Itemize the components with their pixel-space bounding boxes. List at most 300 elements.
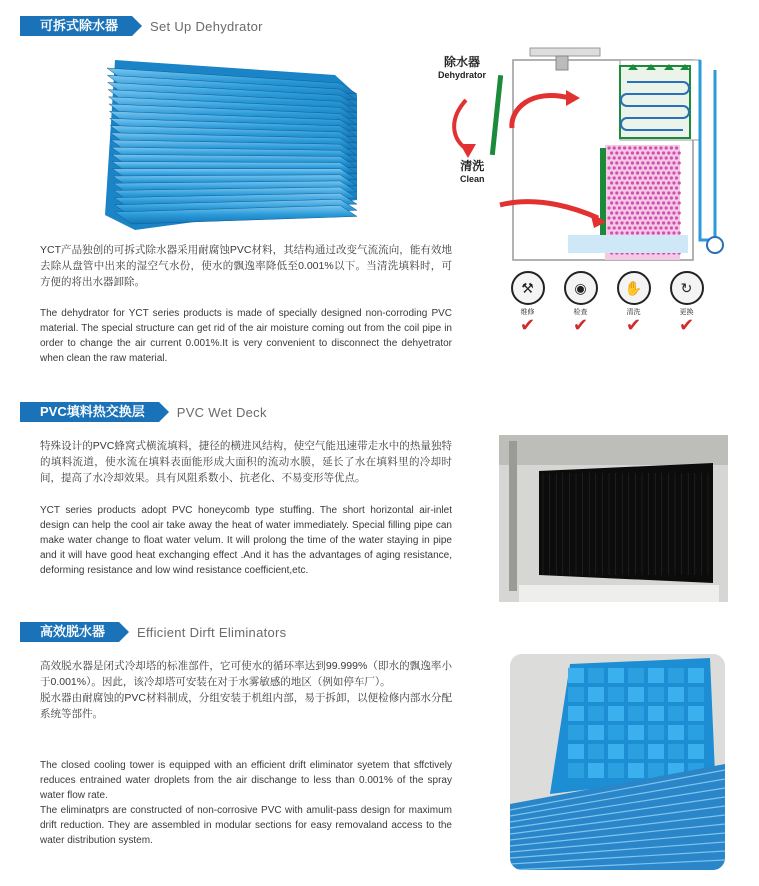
fill-dot	[631, 171, 634, 174]
fill-dot	[657, 221, 660, 224]
fill-dot	[610, 181, 613, 184]
fill-dot	[631, 161, 634, 164]
icon-label: 检查	[573, 309, 588, 316]
fill-dot	[615, 181, 618, 184]
fill-dot	[662, 221, 665, 224]
drift-block	[568, 744, 584, 759]
fill-dot	[613, 206, 616, 209]
fill-dot	[654, 146, 657, 149]
fill-dot	[672, 211, 675, 214]
section-header-drift	[20, 622, 286, 642]
drift-eliminator-photo	[510, 654, 725, 870]
drift-block	[608, 725, 624, 740]
fill-dot	[613, 156, 616, 159]
fill-dot	[662, 231, 665, 234]
fill-dot	[652, 191, 655, 194]
inspect-icon: ◉	[564, 271, 598, 305]
hand-clean-icon: ✋	[617, 271, 651, 305]
fill-dot	[615, 211, 618, 214]
drift-block	[668, 725, 684, 740]
fill-dot	[672, 181, 675, 184]
fill-dot	[620, 161, 623, 164]
fill-dot	[633, 166, 636, 169]
fill-dot	[618, 186, 621, 189]
fill-dot	[644, 146, 647, 149]
fill-dot	[672, 161, 675, 164]
fill-dot	[670, 196, 673, 199]
fill-dot	[620, 211, 623, 214]
drift-block	[648, 687, 664, 702]
fill-dot	[618, 156, 621, 159]
fill-dot	[659, 166, 662, 169]
fill-dot	[672, 231, 675, 234]
fill-dot	[654, 206, 657, 209]
fill-dot	[672, 201, 675, 204]
fill-dot	[662, 171, 665, 174]
check-icon: ✔	[519, 315, 536, 335]
fill-dot	[644, 176, 647, 179]
fill-dot	[636, 201, 639, 204]
fill-dot	[607, 206, 610, 209]
fill-dot	[639, 176, 642, 179]
fill-dot	[626, 211, 629, 214]
fill-dot	[620, 171, 623, 174]
fill-dot	[633, 156, 636, 159]
fill-dot	[610, 211, 613, 214]
fill-dot	[678, 211, 681, 214]
fill-dot	[678, 221, 681, 224]
fill-dot	[615, 221, 618, 224]
fill-dot	[613, 196, 616, 199]
fill-dot	[678, 191, 681, 194]
fill-dot	[675, 216, 678, 219]
fill-dot	[659, 206, 662, 209]
section-header-dehydrator	[20, 16, 263, 36]
fill-dot	[659, 146, 662, 149]
fill-dot	[652, 231, 655, 234]
fill-dot	[675, 196, 678, 199]
section-title-en: Set Up Dehydrator	[150, 18, 263, 34]
fill-dot	[678, 161, 681, 164]
fill-dot	[613, 186, 616, 189]
fill-dot	[615, 151, 618, 154]
fill-dot	[607, 156, 610, 159]
fill-dot	[657, 201, 660, 204]
fill-dot	[654, 176, 657, 179]
fill-dot	[665, 186, 668, 189]
drift-block	[668, 744, 684, 759]
fill-dot	[667, 181, 670, 184]
fill-dot	[641, 221, 644, 224]
drift-block	[628, 744, 644, 759]
fill-dot	[678, 151, 681, 154]
drift-desc-cn: 高效脱水器是闭式冷却塔的标准部件，它可使水的循环率达到99.999%（即水的飘逸率小于0.001%）。因此，该冷却塔可安装在对于水雾敏感的地区（例如停车厂）。 脱水器由耐腐蚀的PVC材料制成，分组安装于机组内部，易于拆卸，以便检修内部水分配系统等部件。	[40, 660, 452, 720]
fill-dot	[657, 171, 660, 174]
dehydrator-desc-en: The dehydrator for YCT series products is made of specially designed non-corroding PVC material. The special structure can get rid of the air moisture coming out from the coil pipe in order to change the air current 0.001%.It is very convenient to disconnect the dehyetrator when clean the raw material.	[40, 308, 452, 364]
fill-dot	[644, 156, 647, 159]
drift-block	[588, 668, 604, 683]
drift-desc-en: The closed cooling tower is equipped with an efficient drift eliminator syetem that sffctively reduces entrained water droplets from the air dischange to less than 0.001% of the spray water flow rate. The eliminatprs are constructed of non-corrosive PVC with amulit-pass design for maximum drift reduction. They are assembled in modular sections for easy removaland access to the water distribution system.	[40, 760, 452, 846]
fill-dot	[657, 231, 660, 234]
fill-dot	[631, 211, 634, 214]
clean-label-en: Clean	[460, 174, 485, 184]
fill-dot	[662, 191, 665, 194]
fill-dot	[610, 231, 613, 234]
fill-dot	[607, 176, 610, 179]
fill-dot	[639, 216, 642, 219]
fill-dot	[626, 201, 629, 204]
fill-dot	[672, 191, 675, 194]
fill-dot	[662, 211, 665, 214]
fill-dot	[649, 176, 652, 179]
fill-dot	[636, 181, 639, 184]
icon-label: 清洗	[626, 309, 641, 316]
fill-dot	[636, 231, 639, 234]
fill-dot	[631, 151, 634, 154]
fill-dot	[628, 226, 631, 229]
fill-dot	[639, 206, 642, 209]
fill-dot	[646, 231, 649, 234]
replace-icon: ↻	[670, 271, 704, 305]
fill-dot	[672, 171, 675, 174]
icon-cell-clean	[616, 271, 651, 333]
fill-dot	[649, 156, 652, 159]
fill-dot	[652, 221, 655, 224]
fill-dot	[665, 146, 668, 149]
fill-dot	[662, 151, 665, 154]
fill-dot	[670, 216, 673, 219]
fill-dot	[607, 166, 610, 169]
drift-block	[608, 687, 624, 702]
dehydrator-label-cn: 除水器	[444, 55, 481, 69]
drift-block	[648, 668, 664, 683]
fill-dot	[626, 181, 629, 184]
fill-dot	[628, 186, 631, 189]
fill-dot	[657, 211, 660, 214]
fill-dot	[636, 191, 639, 194]
fill-dot	[607, 146, 610, 149]
drift-block	[588, 706, 604, 721]
fill-dot	[646, 151, 649, 154]
clean-label	[460, 157, 485, 184]
fill-dot	[618, 176, 621, 179]
drift-block	[648, 744, 664, 759]
fill-dot	[665, 206, 668, 209]
fill-dot	[626, 161, 629, 164]
fill-dot	[667, 191, 670, 194]
fill-dot	[644, 186, 647, 189]
fill-dot	[641, 191, 644, 194]
fill-dot	[659, 156, 662, 159]
fill-dot	[641, 181, 644, 184]
fill-dot	[670, 156, 673, 159]
fill-dot	[633, 146, 636, 149]
fill-dot	[654, 226, 657, 229]
check-icon: ✔	[625, 315, 642, 335]
fill-dot	[636, 151, 639, 154]
drift-block	[668, 668, 684, 683]
drift-block	[608, 668, 624, 683]
fill-dot	[633, 206, 636, 209]
fill-dot	[659, 226, 662, 229]
fill-dot	[662, 161, 665, 164]
fill-dot	[620, 221, 623, 224]
fill-dot	[641, 171, 644, 174]
fill-dot	[665, 156, 668, 159]
fill-dot	[626, 171, 629, 174]
fill-dot	[675, 206, 678, 209]
fill-dot	[620, 191, 623, 194]
fill-dot	[610, 221, 613, 224]
fill-dot	[646, 171, 649, 174]
fill-dot	[659, 196, 662, 199]
fill-dot	[633, 186, 636, 189]
fill-dot	[672, 151, 675, 154]
fill-dot	[659, 216, 662, 219]
drift-block	[648, 706, 664, 721]
fill-dot	[646, 221, 649, 224]
fill-dot	[633, 226, 636, 229]
dehydrator-label	[438, 53, 486, 80]
fill-dot	[641, 231, 644, 234]
drift-block	[688, 725, 704, 740]
fill-dot	[639, 226, 642, 229]
fill-dot	[670, 226, 673, 229]
fill-dot	[646, 191, 649, 194]
fill-dot	[652, 161, 655, 164]
fill-dot	[649, 206, 652, 209]
drift-block	[628, 763, 644, 778]
drift-block	[568, 706, 584, 721]
fill-dot	[607, 186, 610, 189]
fill-dot	[610, 161, 613, 164]
fill-dot	[644, 226, 647, 229]
fill-dot	[652, 181, 655, 184]
fill-dot	[646, 161, 649, 164]
fill-dot	[626, 231, 629, 234]
fill-dot	[610, 151, 613, 154]
fill-dot	[652, 211, 655, 214]
fill-dot	[675, 186, 678, 189]
fill-dot	[631, 191, 634, 194]
fill-dot	[631, 201, 634, 204]
wet-deck-desc-cn: 特殊设计的PVC蜂窝式横流填料，捷径的横进风结构，使空气能迅速带走水中的热量独特的填料流道，使水流在填料表面能形成大面积的流动水膜，延长了水在填料里的冷却时间，提高了水冷却效果。具有风阻系数小、抗老化、不易变形等优点。	[40, 440, 452, 484]
fill-dot	[675, 226, 678, 229]
fill-dot	[654, 166, 657, 169]
fill-dot	[665, 166, 668, 169]
fill-dot	[613, 216, 616, 219]
fill-dot	[613, 146, 616, 149]
fill-dot	[641, 161, 644, 164]
fill-dot	[633, 176, 636, 179]
fill-dot	[623, 196, 626, 199]
fill-dot	[615, 201, 618, 204]
fill-dot	[618, 206, 621, 209]
fill-dot	[623, 166, 626, 169]
fill-dot	[636, 221, 639, 224]
fill-dot	[607, 216, 610, 219]
fill-dot	[646, 211, 649, 214]
fill-dot	[649, 216, 652, 219]
fill-dot	[636, 211, 639, 214]
fill-dot	[672, 221, 675, 224]
drift-block	[688, 744, 704, 759]
fill-dot	[678, 171, 681, 174]
fill-dot	[623, 156, 626, 159]
drift-block	[628, 706, 644, 721]
fill-dot	[644, 216, 647, 219]
fill-dot	[613, 226, 616, 229]
fill-dot	[652, 201, 655, 204]
fill-dot	[628, 196, 631, 199]
fill-dot	[659, 186, 662, 189]
drift-block	[688, 668, 704, 683]
fill-dot	[623, 226, 626, 229]
fill-dot	[667, 211, 670, 214]
fill-dot	[631, 231, 634, 234]
icon-label: 更换	[679, 309, 694, 316]
fill-dot	[657, 191, 660, 194]
drift-block	[588, 763, 604, 778]
fill-dot	[615, 191, 618, 194]
fill-dot	[641, 151, 644, 154]
wrench-icon: ⚒	[511, 271, 545, 305]
fill-dot	[623, 186, 626, 189]
fill-dot	[644, 166, 647, 169]
fill-dot	[623, 216, 626, 219]
drift-block	[568, 763, 584, 778]
fill-dot	[654, 196, 657, 199]
fill-dot	[639, 156, 642, 159]
fill-dot	[618, 166, 621, 169]
fill-dot	[626, 221, 629, 224]
fill-dot	[675, 176, 678, 179]
fill-dot	[654, 156, 657, 159]
fill-dot	[641, 211, 644, 214]
fill-dot	[620, 151, 623, 154]
dehydrator-desc-cn: YCT产品独创的可拆式除水器采用耐腐蚀PVC材料，其结构通过改变气流流向，能有效地去除从盘管中出来的湿空气水份，使水的飘逸率降低至0.001%以下。当清洗填料时，可方便的将出水器卸除。	[40, 244, 452, 288]
drift-block	[688, 706, 704, 721]
maintenance-icons	[510, 271, 704, 333]
fill-dot	[644, 206, 647, 209]
section-title-en: Efficient Dirft Eliminators	[137, 624, 287, 640]
drift-block	[668, 706, 684, 721]
fill-dot	[667, 171, 670, 174]
fill-dot	[665, 176, 668, 179]
fill-dot	[644, 196, 647, 199]
fill-dot	[667, 221, 670, 224]
icon-label: 维修	[520, 309, 535, 316]
fill-dot	[665, 216, 668, 219]
section-title-cn: PVC填料热交换层	[20, 402, 159, 422]
fill-dot	[654, 186, 657, 189]
fill-dot	[610, 201, 613, 204]
fill-dot	[678, 201, 681, 204]
fill-dot	[631, 221, 634, 224]
icon-cell-replace	[669, 271, 704, 333]
check-icon: ✔	[678, 315, 695, 335]
fill-dot	[649, 226, 652, 229]
fill-dot	[652, 151, 655, 154]
drift-block	[588, 744, 604, 759]
fill-dot	[641, 201, 644, 204]
fill-dot	[618, 216, 621, 219]
drift-block	[568, 725, 584, 740]
fill-dot	[628, 156, 631, 159]
drift-block	[608, 763, 624, 778]
fill-dot	[652, 171, 655, 174]
fill-dot	[613, 166, 616, 169]
section-header-wet-deck	[20, 402, 267, 422]
drift-block	[608, 706, 624, 721]
section-title-en: PVC Wet Deck	[176, 404, 267, 420]
fill-dot	[636, 171, 639, 174]
fill-dot	[615, 161, 618, 164]
fill-dot	[607, 226, 610, 229]
fill-dot	[678, 231, 681, 234]
drift-block	[648, 725, 664, 740]
fill-dot	[615, 231, 618, 234]
fill-dot	[626, 191, 629, 194]
fill-dot	[628, 176, 631, 179]
fill-dot	[639, 186, 642, 189]
drift-block	[568, 668, 584, 683]
drift-block	[628, 687, 644, 702]
icon-cell-inspect	[563, 271, 598, 333]
fill-dot	[631, 181, 634, 184]
fill-dot	[610, 191, 613, 194]
fill-dot	[665, 196, 668, 199]
fill-dot	[665, 226, 668, 229]
fill-dot	[618, 196, 621, 199]
drift-block	[648, 763, 664, 778]
drift-block	[688, 687, 704, 702]
fill-dot	[662, 181, 665, 184]
icon-cell-repair	[510, 271, 545, 333]
fill-dot	[623, 206, 626, 209]
fill-dot	[610, 171, 613, 174]
fill-dot	[623, 176, 626, 179]
tower-diagram	[430, 40, 730, 270]
fill-dot	[620, 181, 623, 184]
fill-dot	[667, 231, 670, 234]
fill-dot	[667, 151, 670, 154]
drift-block	[668, 687, 684, 702]
fill-dot	[628, 166, 631, 169]
section-title-cn: 高效脱水器	[20, 622, 119, 642]
fill-dot	[633, 196, 636, 199]
fill-dot	[626, 151, 629, 154]
fill-dot	[675, 166, 678, 169]
fill-dot	[675, 146, 678, 149]
fill-dot	[613, 176, 616, 179]
fill-dot	[675, 156, 678, 159]
fill-dot	[607, 196, 610, 199]
clean-label-cn: 清洗	[460, 159, 485, 173]
fill-dot	[618, 226, 621, 229]
fill-dot	[633, 216, 636, 219]
fill-dot	[628, 146, 631, 149]
fill-dot	[654, 216, 657, 219]
fill-dot	[646, 181, 649, 184]
fill-dot	[639, 196, 642, 199]
drift-block	[588, 725, 604, 740]
dehydrator-panel-image	[95, 50, 365, 235]
fill-dot	[657, 151, 660, 154]
drift-block	[588, 687, 604, 702]
fill-dot	[628, 216, 631, 219]
wet-deck-photo	[499, 435, 728, 602]
